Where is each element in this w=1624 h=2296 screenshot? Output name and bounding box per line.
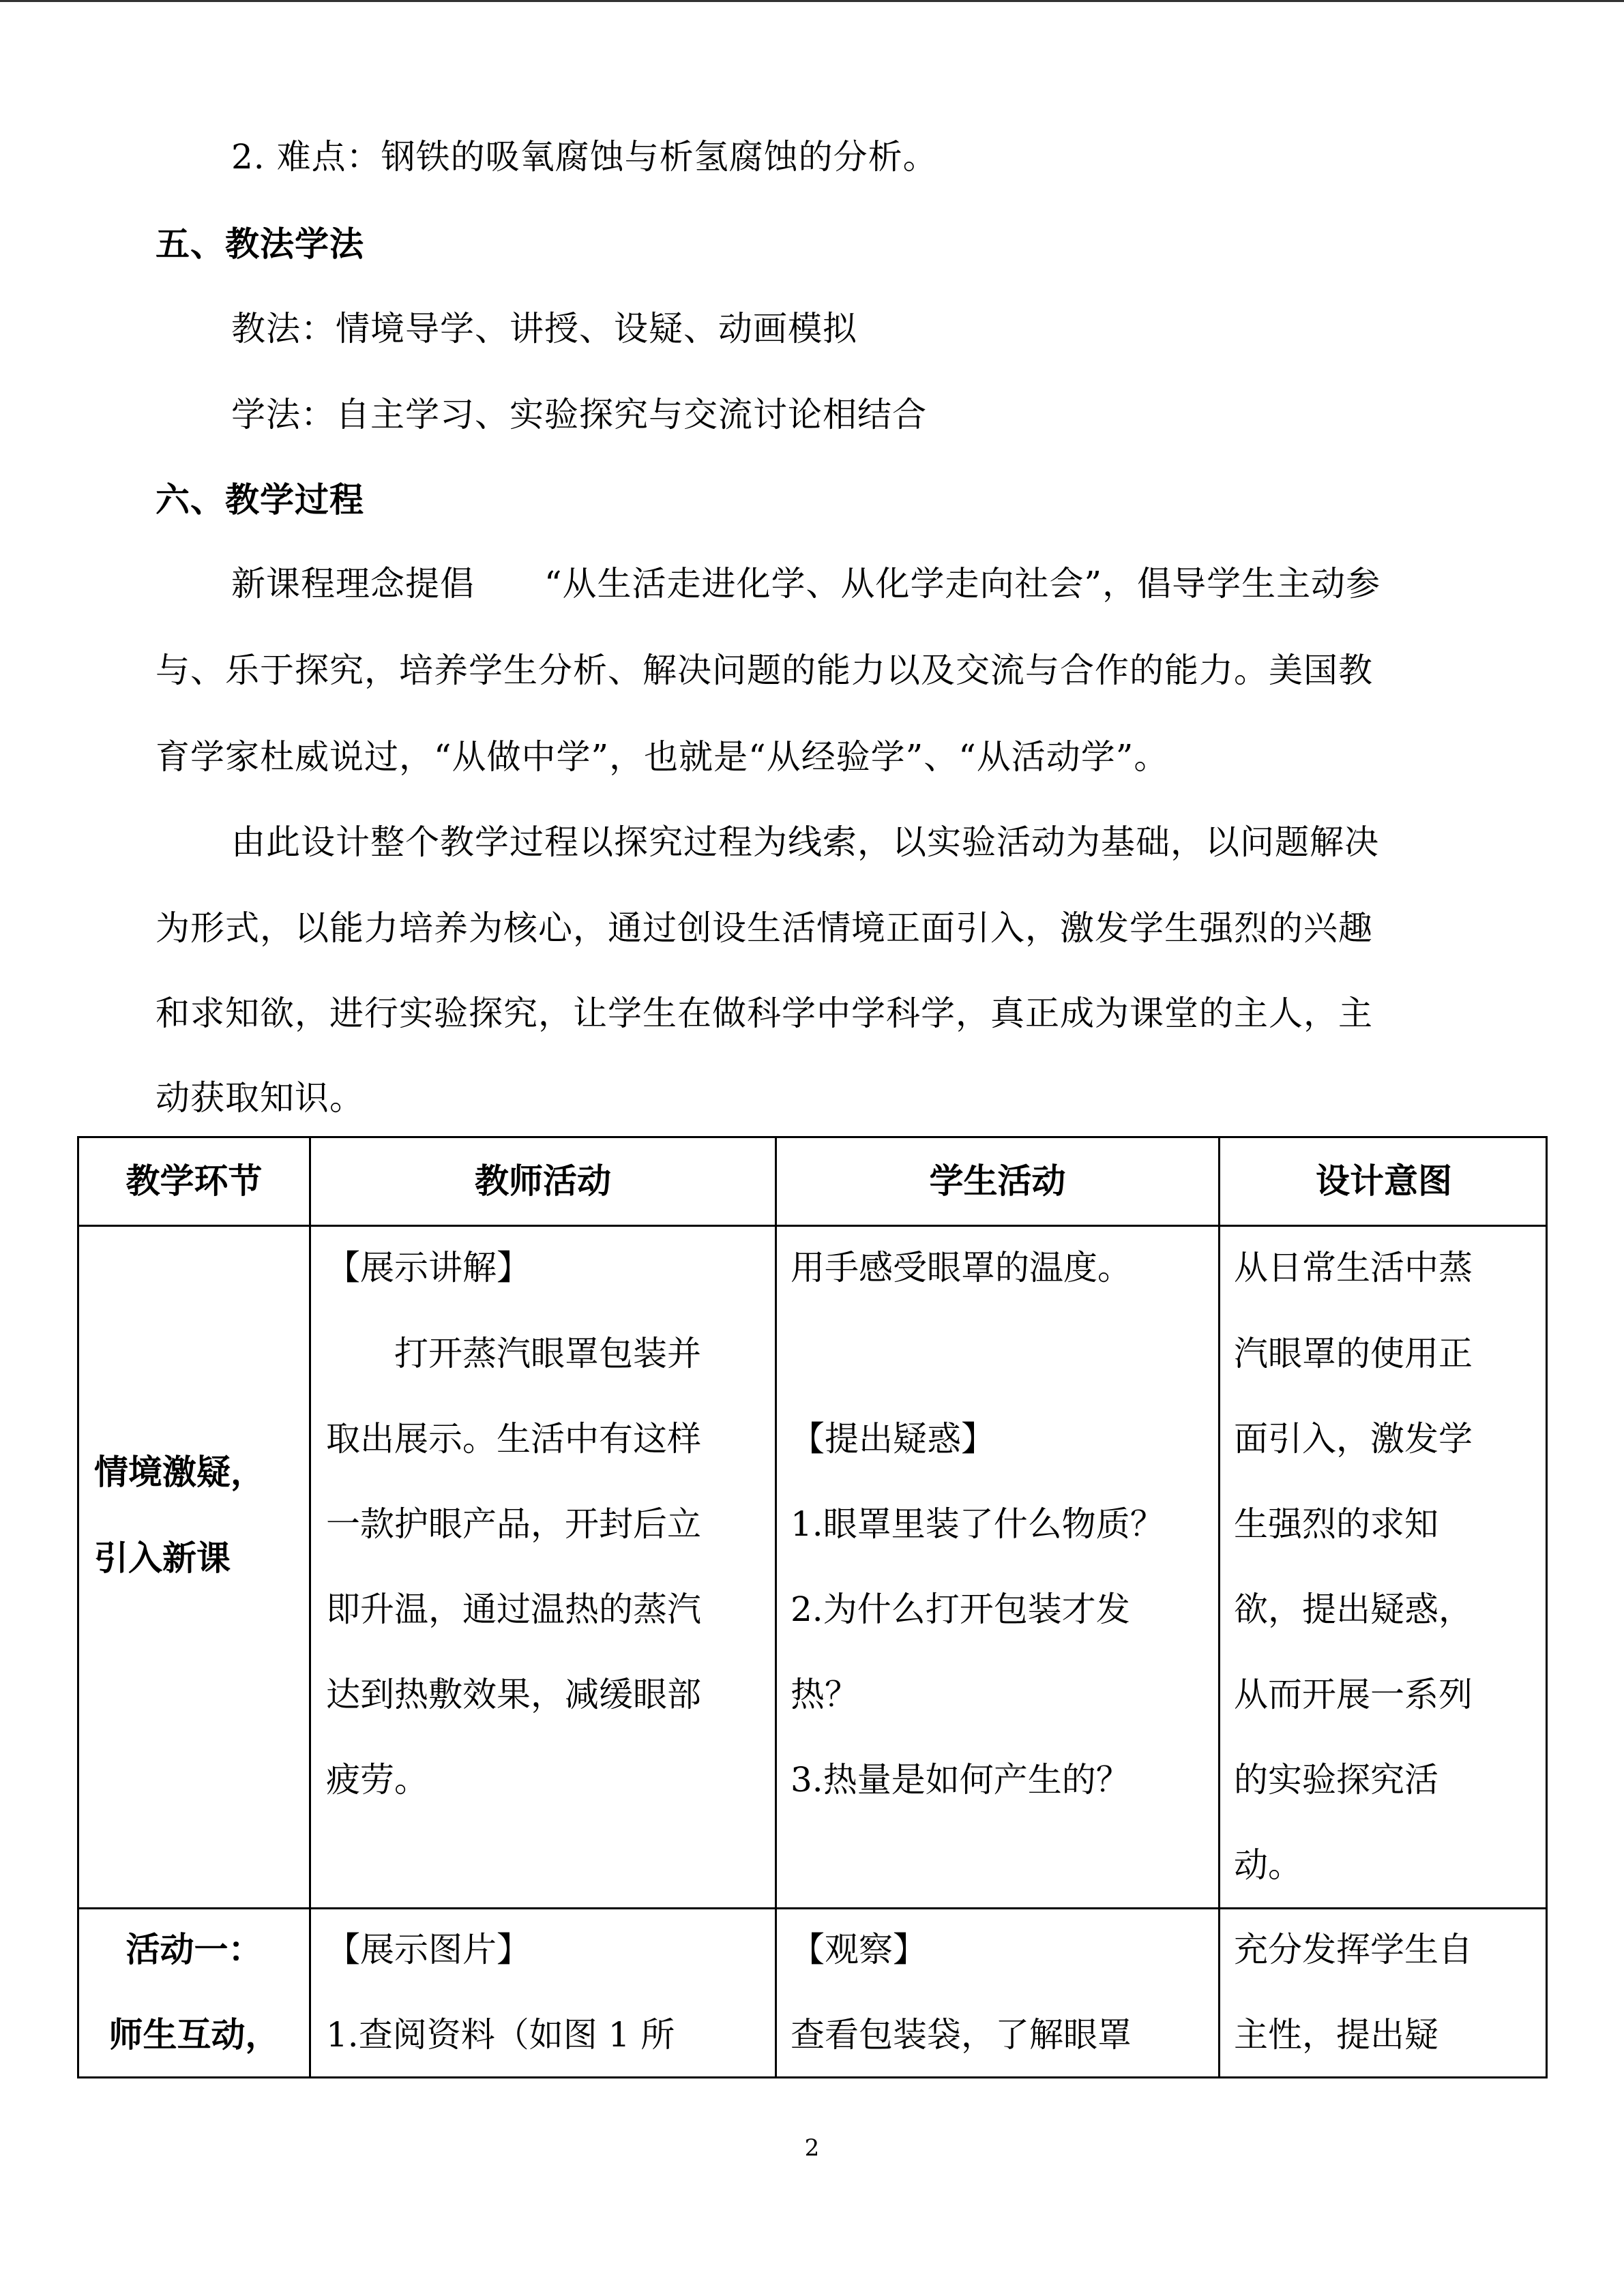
row1-student-line: 热？ xyxy=(791,1675,859,1714)
teaching-method-line: 教法：情境导学、讲授、设疑、动画模拟 xyxy=(231,309,857,348)
row1-teacher-line: 即升温，通过温热的蒸汽 xyxy=(326,1590,701,1629)
row1-teacher-line: 【展示讲解】 xyxy=(326,1248,531,1287)
paragraph-line: 由此设计整个教学过程以探究过程为线索，以实验活动为基础，以问题解决 xyxy=(231,822,1379,862)
row1-intent-line: 动。 xyxy=(1234,1845,1302,1885)
paragraph-line: 育学家杜威说过，“从做中学”，也就是“从经验学”、“从活动学”。 xyxy=(156,737,1169,777)
row1-stage: 情境激疑， xyxy=(94,1452,265,1492)
header-design-intent: 设计意图 xyxy=(1316,1161,1452,1201)
paragraph-line: 动获取知识。 xyxy=(156,1078,364,1118)
row1-intent-line: 从日常生活中蒸 xyxy=(1234,1248,1473,1287)
header-teacher-activity: 教师活动 xyxy=(475,1161,611,1201)
row1-teacher-line: 疲劳。 xyxy=(326,1760,428,1800)
row2-stage: 活动一： xyxy=(126,1930,263,1969)
row2-intent-line: 充分发挥学生自 xyxy=(1234,1930,1473,1969)
row1-student-line: 用手感受眼罩的温度。 xyxy=(791,1248,1132,1287)
section-heading-methods: 五、教法学法 xyxy=(156,224,364,264)
row1-intent-line: 面引入，激发学 xyxy=(1234,1419,1473,1459)
row1-teacher-line: 打开蒸汽眼罩包装并 xyxy=(326,1334,701,1373)
row1-student-line: 3.热量是如何产生的？ xyxy=(791,1760,1130,1800)
learning-method-line: 学法：自主学习、实验探究与交流讨论相结合 xyxy=(231,395,927,434)
header-student-activity: 学生活动 xyxy=(929,1161,1066,1201)
row-divider xyxy=(79,1225,1546,1227)
header-stage: 教学环节 xyxy=(126,1161,263,1201)
row1-stage: 引入新课 xyxy=(94,1538,231,1578)
row1-student-line: 1.眼罩里装了什么物质？ xyxy=(791,1504,1164,1544)
paragraph-line: 和求知欲，进行实验探究，让学生在做科学中学科学，真正成为课堂的主人，主 xyxy=(156,994,1373,1033)
row1-intent-line: 汽眼罩的使用正 xyxy=(1234,1334,1473,1373)
row1-teacher-line: 一款护眼产品，开封后立 xyxy=(326,1504,701,1544)
row2-teacher-line: 【展示图片】 xyxy=(326,1930,531,1969)
paragraph-line: 新课程理念提倡 “从生活走进化学、从化学走向社会”，倡导学生主动参 xyxy=(231,564,1381,603)
row1-intent-line: 的实验探究活 xyxy=(1234,1760,1438,1800)
teaching-process-table xyxy=(77,1136,1548,2078)
difficulty-line: 2. 难点：钢铁的吸氧腐蚀与析氢腐蚀的分析。 xyxy=(231,137,938,177)
top-border-rule xyxy=(0,0,1624,2)
paragraph-line: 与、乐于探究，培养学生分析、解决问题的能力以及交流与合作的能力。美国教 xyxy=(156,651,1373,690)
row2-intent-line: 主性，提出疑 xyxy=(1234,2015,1438,2055)
row2-teacher-line: 1.查阅资料（如图 1 所 xyxy=(326,2015,675,2055)
paragraph-line: 为形式，以能力培养为核心，通过创设生活情境正面引入，激发学生强烈的兴趣 xyxy=(156,908,1373,948)
row1-teacher-line: 达到热敷效果，减缓眼部 xyxy=(326,1675,701,1714)
row1-student-line: 【提出疑惑】 xyxy=(791,1419,995,1459)
row-divider xyxy=(79,1907,1546,1909)
row1-student-line: 2.为什么打开包装才发 xyxy=(791,1590,1130,1629)
section-heading-process: 六、教学过程 xyxy=(156,480,364,520)
row1-intent-line: 欲，提出疑惑， xyxy=(1234,1590,1473,1629)
row1-intent-line: 生强烈的求知 xyxy=(1234,1504,1438,1544)
column-divider xyxy=(1218,1138,1220,2076)
row1-intent-line: 从而开展一系列 xyxy=(1234,1675,1473,1714)
row2-student-line: 查看包装袋，了解眼罩 xyxy=(791,2015,1132,2055)
row1-teacher-line: 取出展示。生活中有这样 xyxy=(326,1419,701,1459)
page-number: 2 xyxy=(804,2134,820,2162)
row2-stage: 师生互动， xyxy=(108,2015,280,2055)
column-divider xyxy=(309,1138,311,2076)
column-divider xyxy=(775,1138,777,2076)
row2-student-line: 【观察】 xyxy=(791,1930,927,1969)
